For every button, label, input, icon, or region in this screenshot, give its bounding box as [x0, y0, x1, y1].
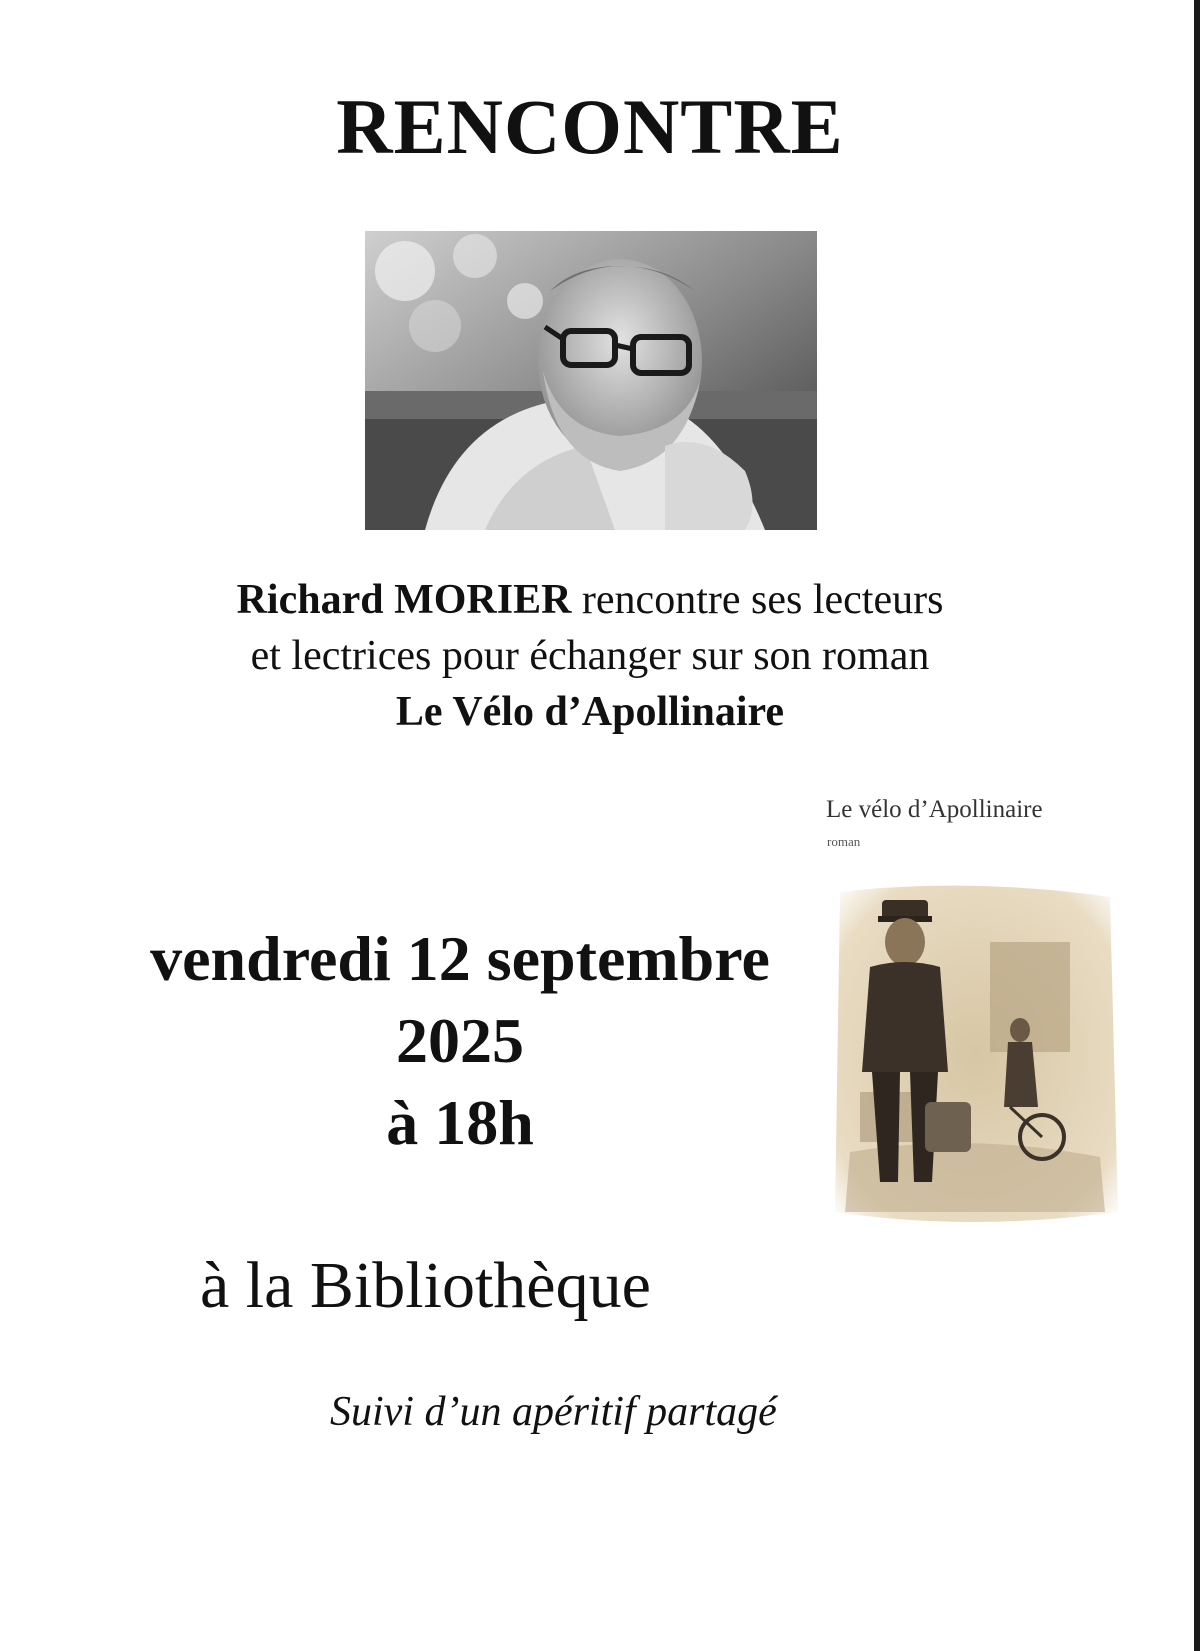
book-cover-subtitle: roman [827, 834, 861, 849]
event-date-day: vendredi 12 septembre [150, 923, 770, 994]
page-right-border [1194, 0, 1200, 1651]
event-date [60, 918, 860, 1164]
book-cover-title: Le vélo d’Apollinaire [826, 796, 1043, 823]
intro-line-1-rest: rencontre ses lecteurs [571, 577, 944, 623]
event-date-year: 2025 [396, 1005, 524, 1076]
intro-paragraph [0, 572, 1180, 740]
event-followup: Suivi d’un apéritif partagé [330, 1389, 777, 1435]
event-time: à 18h [386, 1087, 534, 1158]
poster-title: RENCONTRE [336, 83, 844, 170]
author-name: Richard MORIER [236, 577, 572, 623]
author-photo [365, 231, 817, 530]
event-place: à la Bibliothèque [200, 1249, 651, 1322]
book-cover-photo [820, 882, 1125, 1232]
intro-line-2: et lectrices pour échanger sur son roman [250, 633, 930, 679]
intro-line-1 [0, 572, 1180, 628]
book-cover [820, 790, 1125, 1235]
intro-book-title: Le Vélo d’Apollinaire [395, 689, 785, 735]
